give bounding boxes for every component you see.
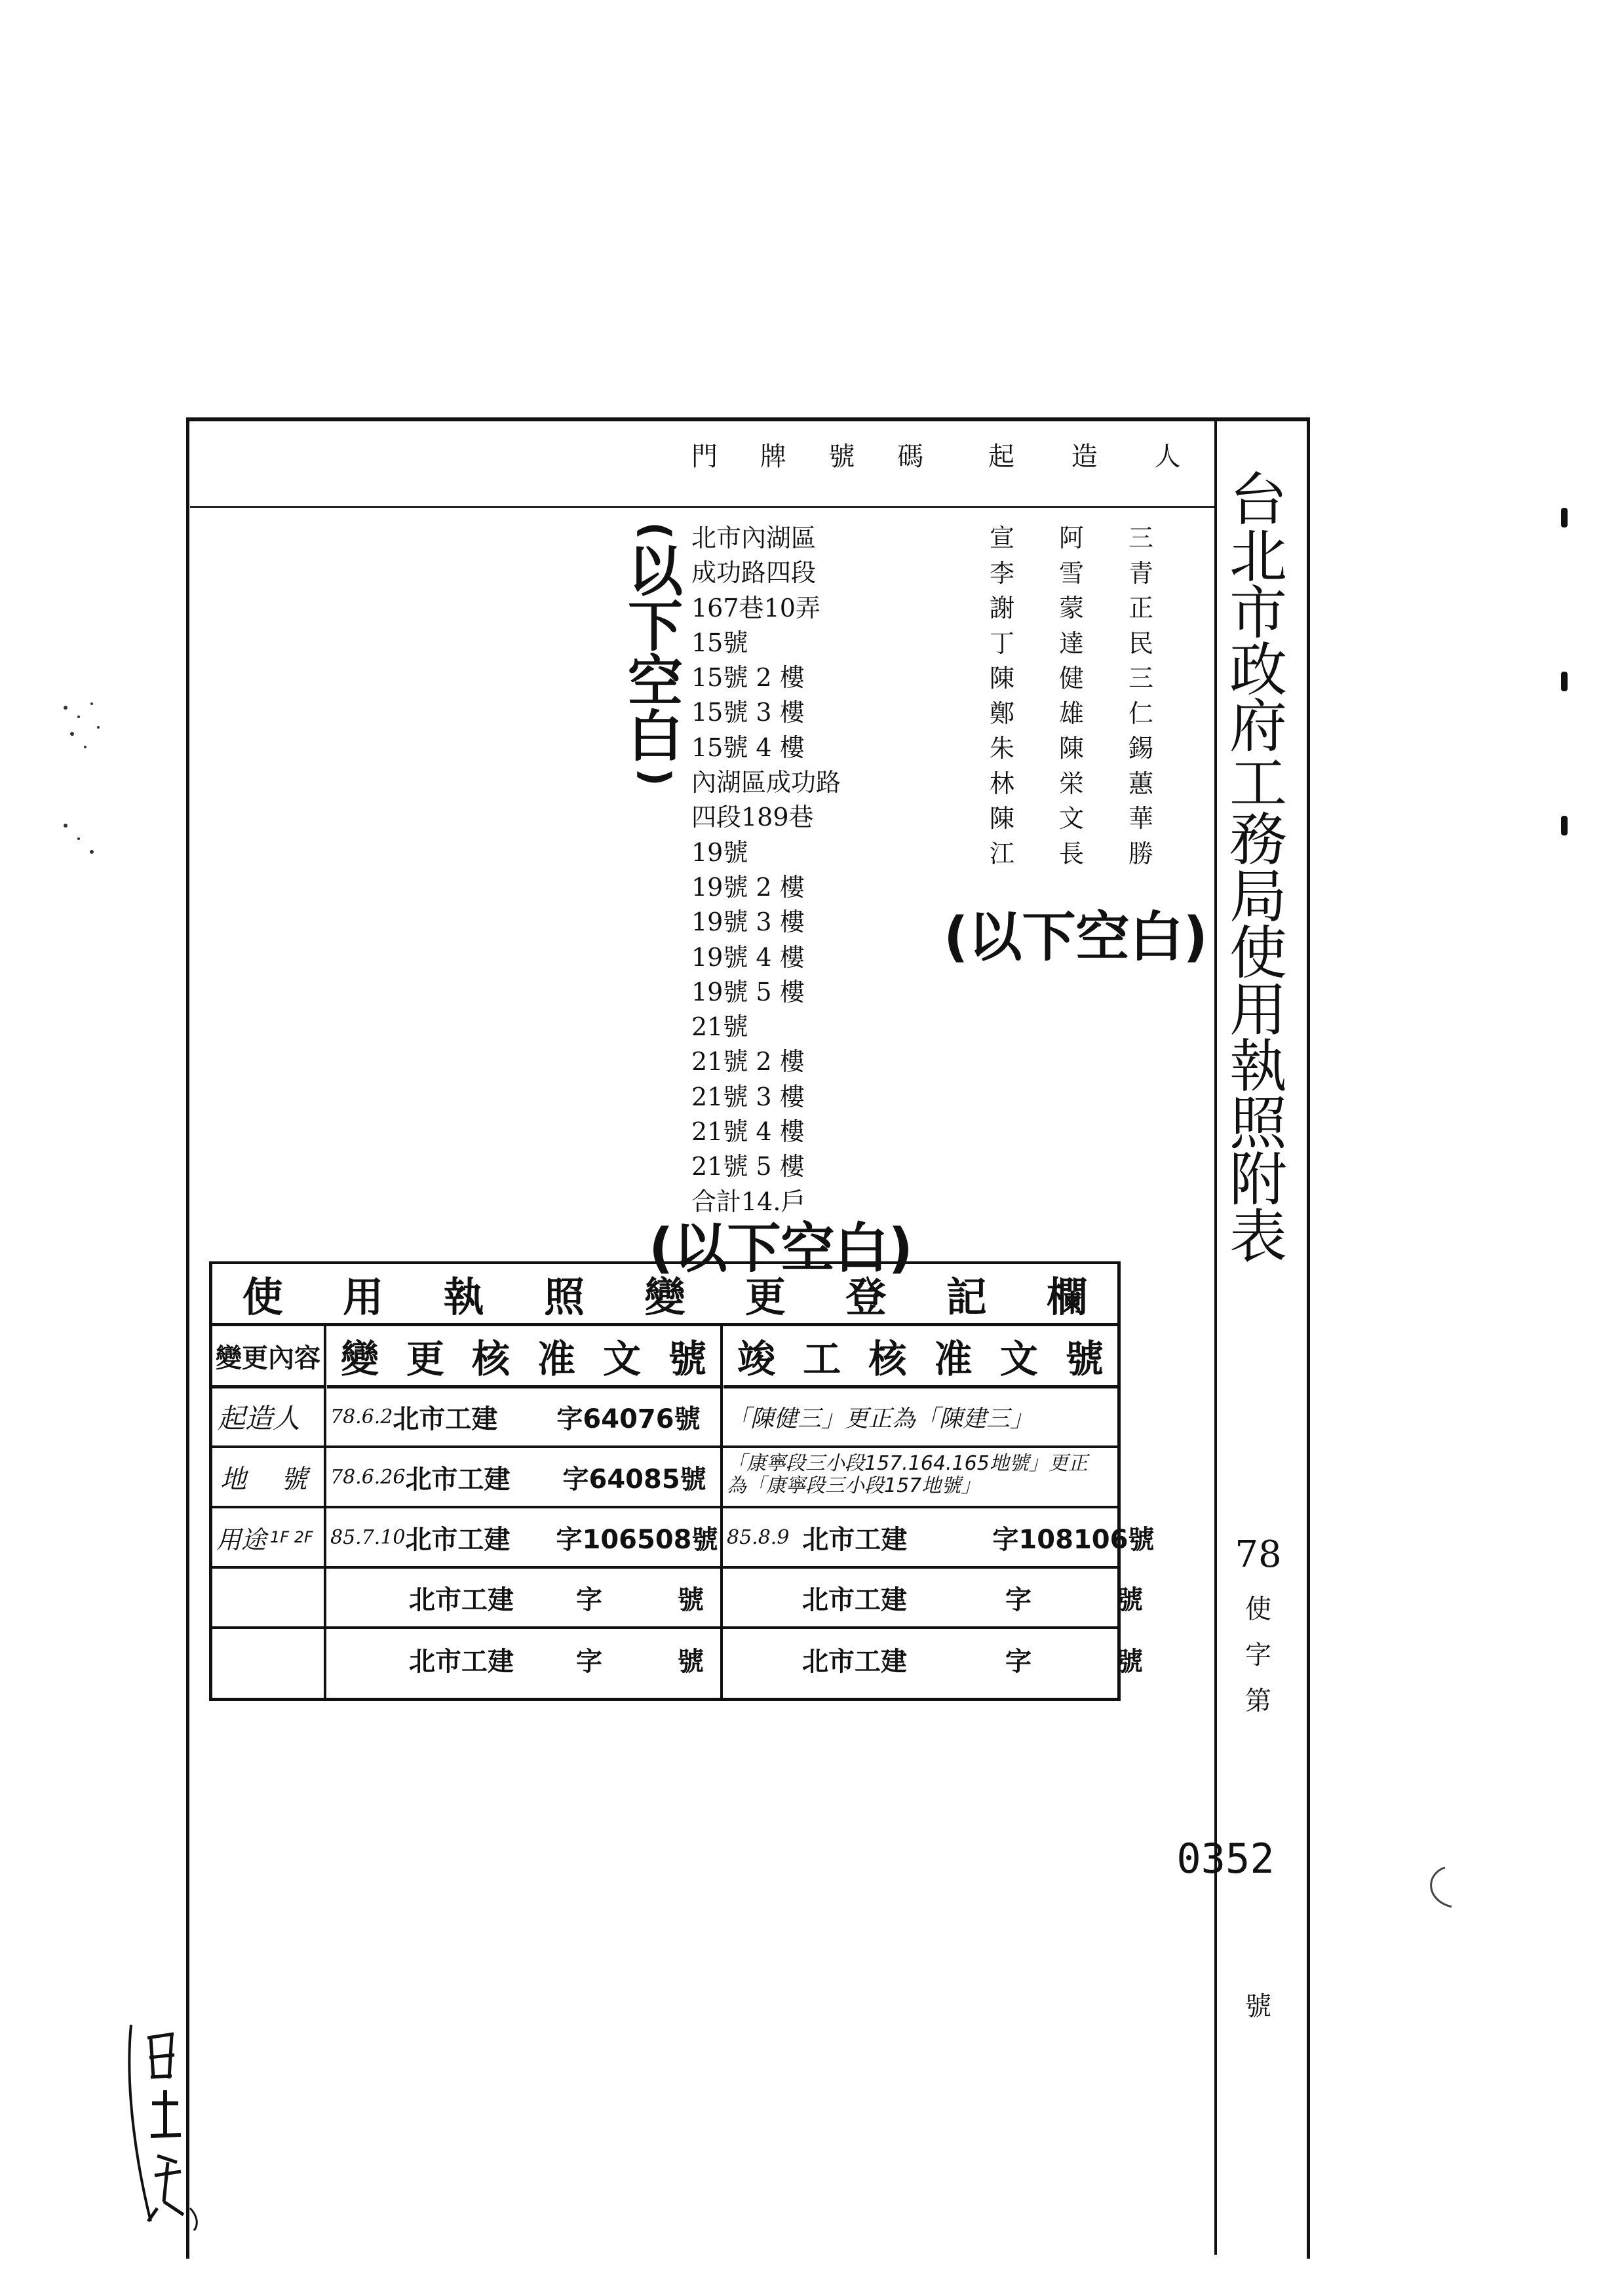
address-total: 合計14.戶 (691, 1187, 806, 1216)
completion-cell: 「陳健三」更正為「陳建三」 (727, 1405, 1034, 1432)
builder-name: 江 長 勝 (990, 839, 1153, 868)
col-header-completion-approval: 竣 工 核 准 文 號 (723, 1326, 1117, 1388)
col-divider (720, 1385, 723, 1698)
builder-name: 鄭 雄 仁 (990, 698, 1153, 728)
row-divider (212, 1626, 1117, 1629)
address-line: 19號 5 樓 (691, 977, 805, 1006)
builder-name: 丁 達 民 (990, 628, 1153, 658)
address-line: 21號 2 樓 (691, 1047, 805, 1077)
builder-list (990, 521, 1153, 871)
address-line: 19號 4 樓 (691, 942, 805, 972)
scan-noise (52, 695, 131, 865)
completion-cell: 「康寧段三小段157.164.165地號」更正 為「康寧段三小段157地號」 (727, 1452, 1088, 1497)
title-char: 照 (1229, 1089, 1287, 1157)
address-line: 21號 5 樓 (691, 1152, 805, 1181)
row-content: 起造人 (218, 1402, 301, 1434)
completion-cell: 85.8.9 北市工建 字108106號 (727, 1524, 1155, 1555)
permit-number (1176, 1533, 1301, 2021)
handwritten-stamp (111, 2012, 216, 2234)
blank-stamp-addresses: (以下空白) (649, 1217, 913, 1280)
completion-cell: 北市工建 字 號 (802, 1584, 1143, 1615)
change-registration-table (209, 1261, 1155, 1701)
title-char: 局 (1229, 862, 1287, 930)
builder-name: 謝 蒙 正 (990, 594, 1153, 622)
title-char: 使 (1229, 919, 1287, 987)
row-content: 用途 1F 2F (216, 1525, 313, 1554)
builder-header: 起 造 人 (988, 442, 1182, 472)
row-divider (212, 1445, 1117, 1448)
address-line: 19號 2 樓 (691, 872, 805, 902)
blank-stamp-builders: (以下空白) (944, 906, 1208, 968)
title-char: 附 (1229, 1146, 1287, 1214)
approval-cell: 78.6.26 北市工建 字64085號 (330, 1464, 706, 1495)
builder-name: 陳 健 三 (990, 664, 1153, 693)
title-char: 市 (1229, 579, 1287, 647)
row-content: 地 號 (220, 1464, 307, 1495)
title-char: 用 (1229, 976, 1287, 1044)
address-line: 21號 4 樓 (691, 1117, 805, 1147)
permit-serial: 0352 (1176, 1835, 1275, 1883)
title-char: 北 (1229, 522, 1287, 590)
punch-mark (1561, 508, 1568, 527)
builder-name: 朱 陳 錫 (990, 734, 1153, 763)
address-line: 15號 (691, 628, 748, 657)
header-rule (190, 506, 1214, 508)
address-line: 15號 2 樓 (691, 663, 805, 693)
address-line: 四段189巷 (691, 803, 814, 832)
builder-name: 陳 文 華 (990, 804, 1153, 833)
blank-stamp-vertical: ( 以 下 空 白 ) (627, 522, 683, 786)
address-line: 19號 (691, 837, 748, 867)
address-line: 21號 (691, 1012, 748, 1042)
address-line: 15號 4 樓 (691, 733, 805, 762)
approval-cell: 北市工建 字 號 (409, 1646, 704, 1677)
builder-name: 林 栄 蕙 (990, 769, 1153, 798)
title-char: 工 (1229, 749, 1287, 817)
permit-char: 第 (1245, 1686, 1271, 1716)
col-header-change-approval: 變 更 核 准 文 號 (327, 1326, 723, 1388)
scan-noise (1419, 1861, 1465, 1913)
title-char: 執 (1229, 1033, 1287, 1100)
approval-cell: 85.7.10 北市工建 字106508號 (330, 1524, 718, 1555)
address-line: 19號 3 樓 (691, 908, 805, 937)
title-char: 務 (1229, 806, 1287, 873)
document-title (1225, 466, 1291, 1271)
col-divider (324, 1385, 326, 1698)
permit-char: 字 (1245, 1640, 1271, 1670)
col-header-change-content: 變更內容 (212, 1326, 326, 1388)
address-line: 北市內湖區 (691, 524, 817, 552)
punch-mark (1561, 816, 1568, 835)
address-line: 成功路四段 (691, 558, 817, 588)
title-column-rule (1214, 417, 1217, 2255)
address-line: 15號 3 樓 (691, 698, 805, 727)
address-line: 21號 3 樓 (691, 1082, 805, 1111)
title-char: 台 (1229, 466, 1287, 533)
row-divider (212, 1566, 1117, 1569)
title-char: 政 (1229, 636, 1287, 704)
address-list (691, 521, 841, 1219)
approval-cell: 78.6.2 北市工建 字64076號 (330, 1404, 701, 1434)
table-title: 使 用 執 照 變 更 登 記 欄 (212, 1264, 1117, 1326)
punch-mark (1561, 672, 1568, 691)
permit-year: 78 (1235, 1533, 1282, 1576)
address-line: 167巷10弄 (691, 593, 820, 622)
builder-name: 宣 阿 三 (990, 524, 1153, 552)
title-char: 表 (1229, 1202, 1287, 1271)
permit-suffix: 號 (1245, 1991, 1271, 2021)
permit-char: 使 (1245, 1594, 1271, 1624)
completion-cell: 北市工建 字 號 (802, 1646, 1143, 1677)
builder-name: 李 雪 青 (990, 558, 1153, 588)
address-line: 內湖區成功路 (691, 768, 841, 797)
door-number-header: 門 牌 號 碼 (691, 442, 925, 472)
title-char: 府 (1229, 693, 1287, 760)
approval-cell: 北市工建 字 號 (409, 1584, 704, 1615)
